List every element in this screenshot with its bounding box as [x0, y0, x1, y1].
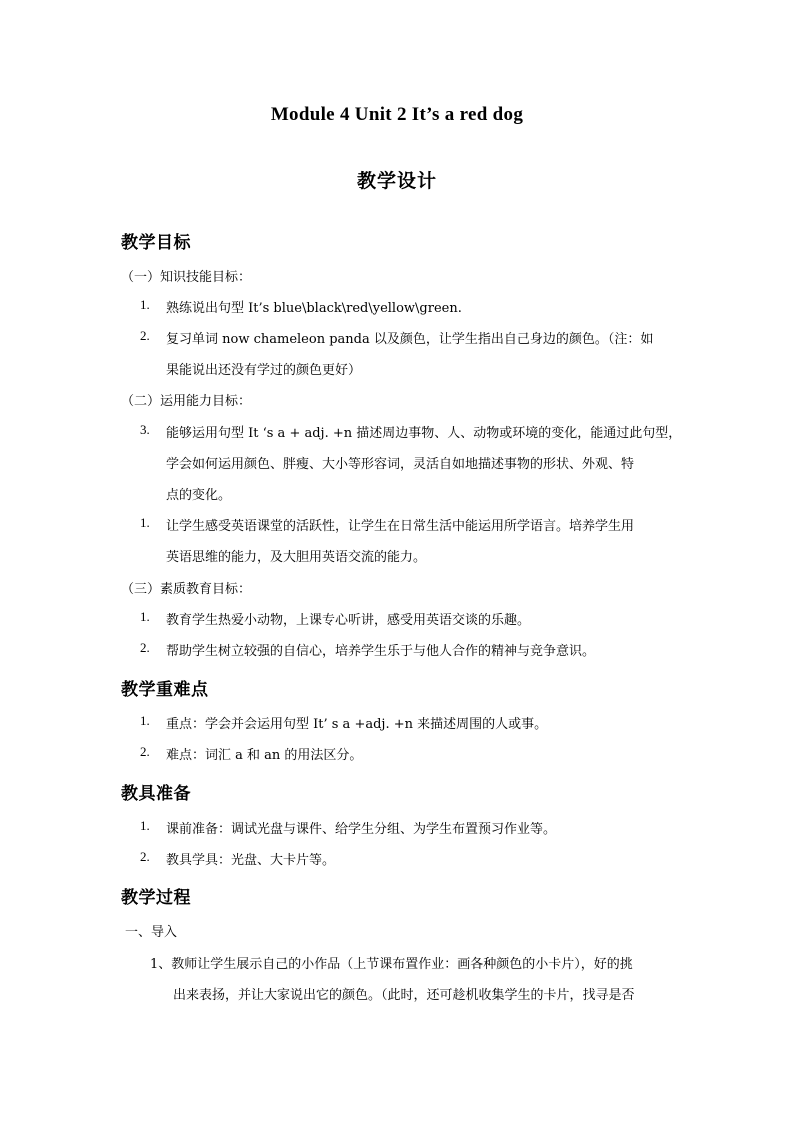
subsection-heading-quality: （三）素质教育目标：: [121, 582, 252, 597]
section-heading-materials: 教具准备: [121, 784, 191, 804]
list-item-continuation: 果能说出还没有学过的颜色更好）: [166, 363, 362, 378]
list-item-continuation: 学会如何运用颜色、胖瘦、大小等形容词，灵活自如地描述事物的形状、外观、特: [166, 457, 635, 472]
section-heading-process: 教学过程: [121, 888, 191, 908]
process-item-continuation: 出来表扬，并让大家说出它的颜色。（此时，还可趁机收集学生的卡片，找寻是否: [173, 988, 635, 1003]
document-subtitle: 教学设计: [356, 170, 437, 192]
list-item-continuation: 点的变化。: [166, 488, 232, 503]
list-item: 帮助学生树立较强的自信心，培养学生乐于与他人合作的精神与竞争意识。: [166, 644, 596, 659]
process-item: 1、教师让学生展示自己的小作品（上节课布置作业：画各种颜色的小卡片），好的挑: [150, 957, 633, 972]
list-item: 复习单词 now chameleon panda 以及颜色，让学生指出自己身边的颜色。（注：如: [166, 332, 654, 347]
list-number: 1.: [140, 515, 150, 530]
list-number: 2.: [140, 744, 150, 759]
list-number: 2.: [140, 640, 150, 655]
list-number: 2.: [140, 328, 150, 343]
list-number: 1.: [140, 609, 150, 624]
list-item: 重点：学会并会运用句型 It’ s a +adj. +n 来描述周围的人或事。: [166, 717, 548, 732]
section-heading-objectives: 教学目标: [121, 233, 191, 253]
list-item: 熟练说出句型 It’s blue\black\red\yellow\green.: [166, 301, 462, 316]
list-number: 3.: [140, 422, 150, 437]
list-number: 1.: [140, 297, 150, 312]
list-item: 能够运用句型 It ‘s a + adj. +n 描述周边事物、人、动物或环境的变化，能通过此句型，: [166, 426, 682, 441]
list-item: 教育学生热爱小动物，上课专心听讲，感受用英语交谈的乐趣。: [166, 613, 531, 628]
list-number: 1.: [140, 818, 150, 833]
list-number: 2.: [140, 849, 150, 864]
list-item: 难点：词汇 a 和 an 的用法区分。: [166, 748, 363, 763]
document-title: Module 4 Unit 2 It’s a red dog: [270, 104, 524, 125]
list-item: 教具学具：光盘、大卡片等。: [166, 853, 336, 868]
process-part-heading: 一、导入: [125, 925, 178, 940]
subsection-heading-knowledge: （一）知识技能目标：: [121, 270, 252, 285]
subsection-heading-ability: （二）运用能力目标：: [121, 394, 252, 409]
list-item-continuation: 英语思维的能力，及大胆用英语交流的能力。: [166, 550, 427, 565]
section-heading-key-points: 教学重难点: [121, 680, 209, 700]
list-number: 1.: [140, 713, 150, 728]
list-item: 让学生感受英语课堂的活跃性，让学生在日常生活中能运用所学语言。培养学生用: [166, 519, 635, 534]
list-item: 课前准备：调试光盘与课件、给学生分组、为学生布置预习作业等。: [166, 822, 557, 837]
